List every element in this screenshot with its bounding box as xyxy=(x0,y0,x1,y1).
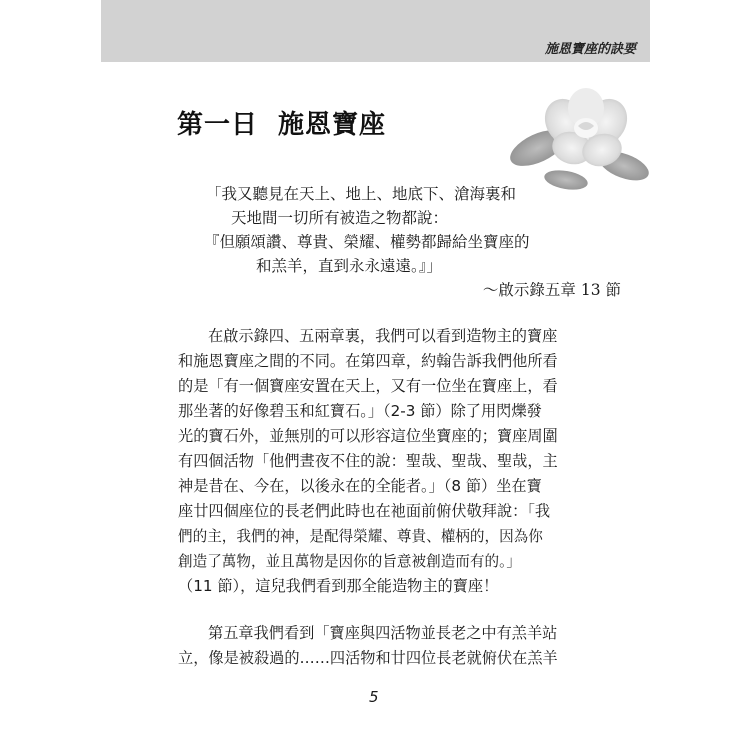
quote-line: 和羔羊，直到永永遠遠。』」 xyxy=(256,257,443,275)
paragraph-line: 立，像是被殺過的……四活物和廿四位長老就俯伏在羔羊 xyxy=(178,649,558,667)
header-band xyxy=(101,0,650,62)
quote-line: 天地間一切所有被造之物都說： xyxy=(231,209,449,227)
paragraph-line: 的是「有一個寶座安置在天上，又有一位坐在寶座上，看 xyxy=(178,377,558,395)
chapter-heading xyxy=(177,104,406,141)
page-number: 5 xyxy=(369,688,379,706)
paragraph-line: 座廿四個座位的長老們此時也在祂面前俯伏敬拜說：「我 xyxy=(178,502,551,520)
quote-line: 『但願頌讚、尊貴、榮耀、權勢都歸給坐寶座的 xyxy=(204,233,530,251)
paragraph-line: 神是昔在、今在，以後永在的全能者。」（8 節）坐在寶 xyxy=(178,477,542,495)
paragraph-line: 有四個活物「他們晝夜不住的說：聖哉、聖哉、聖哉，主 xyxy=(178,452,558,470)
quote-line: 「我又聽見在天上、地上、地底下、滄海裏和 xyxy=(206,185,517,203)
chapter-day: 第一日 xyxy=(177,110,259,140)
paragraph-line: 和施恩寶座之間的不同。在第四章，約翰告訴我們他所看 xyxy=(178,352,558,370)
paragraph-line: （11 節），這兒我們看到那全能造物主的寶座！ xyxy=(178,577,499,595)
body-text xyxy=(178,324,578,671)
paragraph-line: 創造了萬物，並且萬物是因你的旨意被創造而有的。」 xyxy=(178,553,521,570)
chapter-title: 施恩寶座 xyxy=(278,110,387,140)
flower-decoration-icon xyxy=(496,78,656,198)
paragraph-line: 光的寶石外，並無別的可以形容這位坐寶座的；寶座周圍 xyxy=(178,427,558,445)
paragraph-line: 第五章我們看到「寶座與四活物並長老之中有羔羊站 xyxy=(208,624,558,642)
quote-reference: ～啟示錄五章 13 節 xyxy=(482,281,621,299)
scripture-quote xyxy=(204,182,621,302)
paragraph-line: 們的主，我們的神，是配得榮耀、尊貴、權柄的，因為你 xyxy=(178,528,543,545)
paragraph-line: 在啟示錄四、五兩章裏，我們可以看到造物主的寶座 xyxy=(208,327,558,345)
book-page xyxy=(101,0,650,750)
running-title: 施恩寶座的訣要 xyxy=(544,42,636,57)
paragraph-line: 那坐著的好像碧玉和紅寶石。」（2-3 節）除了用閃爍發 xyxy=(178,402,542,420)
